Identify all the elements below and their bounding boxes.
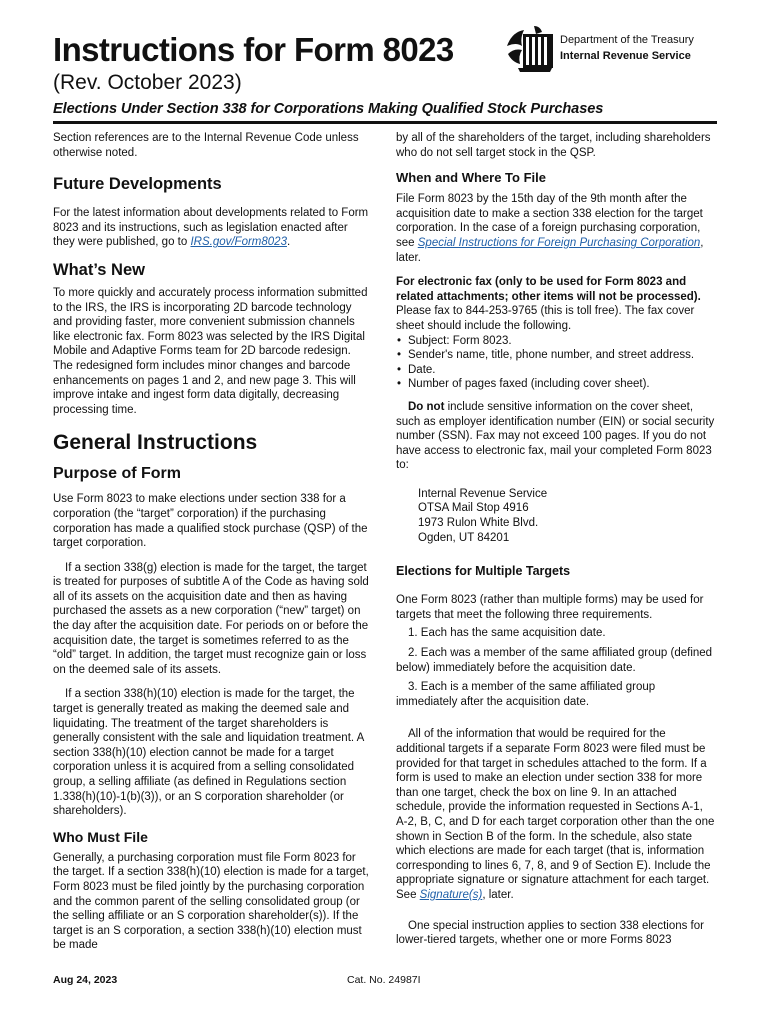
special-instruction-text: One special instruction applies to section 338 elections for lower-tiered targets, whether one or more Forms 8023: [396, 919, 704, 947]
list-item: • Subject: Form 8023.: [396, 334, 716, 349]
whats-new-heading: What’s New: [53, 260, 145, 279]
continued-text: by all of the shareholders of the target, including shareholders who do not sell target stock in the QSP.: [396, 132, 711, 159]
fax-cover-list: [396, 334, 716, 392]
list-item: • Date.: [396, 363, 716, 378]
foreign-purchasing-link[interactable]: Special Instructions for Foreign Purchasing Corporation: [417, 236, 701, 249]
purpose-of-form-heading: Purpose of Form: [53, 465, 182, 483]
address-line: OTSA Mail Stop 4916: [418, 502, 529, 515]
list-item: • Number of pages faxed (including cover sheet).: [396, 377, 716, 392]
multiple-targets-heading: Elections for Multiple Targets: [396, 564, 571, 579]
general-instructions-heading: General Instructions: [53, 431, 258, 455]
list-item: 1. Each has the same acquisition date.: [408, 627, 606, 640]
irs-eagle-logo-icon: [504, 24, 556, 74]
list-item: 2. Each was a member of the same affiliated group (defined below) immediately before the acquisition date.: [396, 647, 713, 674]
multiple-targets-text: One Form 8023 (rather than multiple forms) may be used for targets that meet the following three requirements.: [396, 594, 704, 621]
purpose-paragraph-3: If a section 338(h)(10) election is made for the target, the target is generally treated as making the deemed sale and liquidating. The treatment of the target shareholders is generally consistent with the sale and liquidation treatment. A section 338(h)(10) election cannot be made for a target corporation unless it is acquired from a selling consolidated group, a selling affiliate (as defined in Regulations section 1.338(h)(10)-1(b)(3)), or an S corporation shareholder (or shareholders).: [53, 688, 364, 818]
when-where-heading: When and Where To File: [396, 170, 546, 186]
list-item: • Sender's name, title, phone number, and street address.: [396, 348, 716, 363]
address-line: 1973 Rulon White Blvd.: [418, 517, 539, 530]
agency-line-2: Internal Revenue Service: [560, 50, 691, 62]
right-column: [396, 131, 716, 958]
agency-line-1: Department of the Treasury: [560, 34, 694, 46]
address-line: Ogden, UT 84201: [418, 531, 510, 544]
left-column: [53, 131, 371, 963]
agency-name: [560, 32, 694, 64]
footer-date: Aug 24, 2023: [53, 974, 118, 986]
purpose-paragraph-2: If a section 338(g) election is made for the target, the target is treated for purposes of subtitle A of the Code as having sold all of its assets on the acquisition date and then as having purchased the assets as a new corporation (“new” target) on the day after the acquisition date. For periods on or before the acquisition date, the target is sometimes referred to as the “old” target. In addition, the target must recognize gain or loss on the deemed sale of its assets.: [53, 561, 369, 676]
revision-date: (Rev. October 2023): [53, 71, 242, 94]
purpose-paragraph-1: Use Form 8023 to make elections under section 338 for a corporation (the “target” corporation) if the purchasing corporation has made a qualified stock purchase (QSP) of the target corporation.: [53, 493, 368, 550]
all-information-text: All of the information that would be required for the additional targets if a separate Form 8023 were filed must be provided for that target in schedules attached to the form. If a form is used to make an election under section 338 for more than one target, check the box on line 9. In an attached schedule, provide the information requested in Sections A-1, A-2, B, C, and D for each target corporation other than the one shown in Section B of the form. In the schedule, also state which elections are made for each target (that is, information corresponding to lines 6, 7, 8, and 9 of Section E). Include the appropriate signature or signature attachment for each target. See Signature(s), later.: [396, 728, 715, 901]
requirements-list: [396, 626, 716, 709]
document-subtitle: Elections Under Section 338 for Corporations Making Qualified Stock Purchases: [53, 101, 604, 117]
who-must-file-text: Generally, a purchasing corporation must file Form 8023 for the target. If a section 338(h)(10) election is made for a target, Form 8023 must be filed jointly by the purchasing corporation and the common parent of the selling consolidated group (or the selling affiliate or an S corporation shareholder(s)). If the target is an S corporation, a section 338(h)(10) election must be made: [53, 851, 369, 952]
header-rule: [53, 121, 717, 124]
catalog-number: Cat. No. 24987I: [347, 974, 421, 986]
address-line: Internal Revenue Service: [418, 487, 548, 500]
electronic-fax-text: For electronic fax (only to be used for Form 8023 and related attachments; other items will not be processed). Please fax to 844-253-9765 (this is toll free). The fax cover sheet should include the following.: [396, 276, 701, 332]
signatures-link[interactable]: Signature(s): [419, 888, 483, 901]
future-developments-text: For the latest information about developments related to Form 8023 and its instructions, such as legislation enacted after they were published, go to IRS.gov/Form8023.: [53, 207, 369, 249]
irs-form8023-link[interactable]: IRS.gov/Form8023: [190, 236, 287, 249]
future-developments-heading: Future Developments: [53, 175, 222, 194]
when-where-text: File Form 8023 by the 15th day of the 9th month after the acquisition date to make a section 338 election for the target corporation. In the case of a foreign purchasing corporation, see Special Instructions for Foreign Purchasing Corporation, later.: [396, 193, 704, 264]
document-title: Instructions for Form 8023: [53, 31, 454, 68]
mailing-address: [418, 487, 716, 545]
do-not-text: Do not include sensitive information on the cover sheet, such as employer identification number (EIN) or social security number (SSN). Fax may not exceed 100 pages. If you do not have access to electronic fax, mail your completed Form 8023 to:: [396, 400, 715, 472]
intro-text: Section references are to the Internal Revenue Code unless otherwise noted.: [53, 132, 359, 159]
who-must-file-heading: Who Must File: [53, 828, 148, 845]
list-item: 3. Each is a member of the same affiliated group immediately after the acquisition date.: [396, 681, 656, 708]
whats-new-text: To more quickly and accurately process information submitted to the IRS, the IRS is incorporating 2D barcode technology and providing faster, more convenient submission channels like electronic fax. Form 8023 was selected by the IRS Digital Mobile and Adaptive Forms team for 2D barcode redesign. The redesigned form includes minor changes and barcode enhancements on pages 1 and 2, and new page 3. This will improve intake and ingest form data digitally, decreasing processing time.: [53, 286, 368, 416]
